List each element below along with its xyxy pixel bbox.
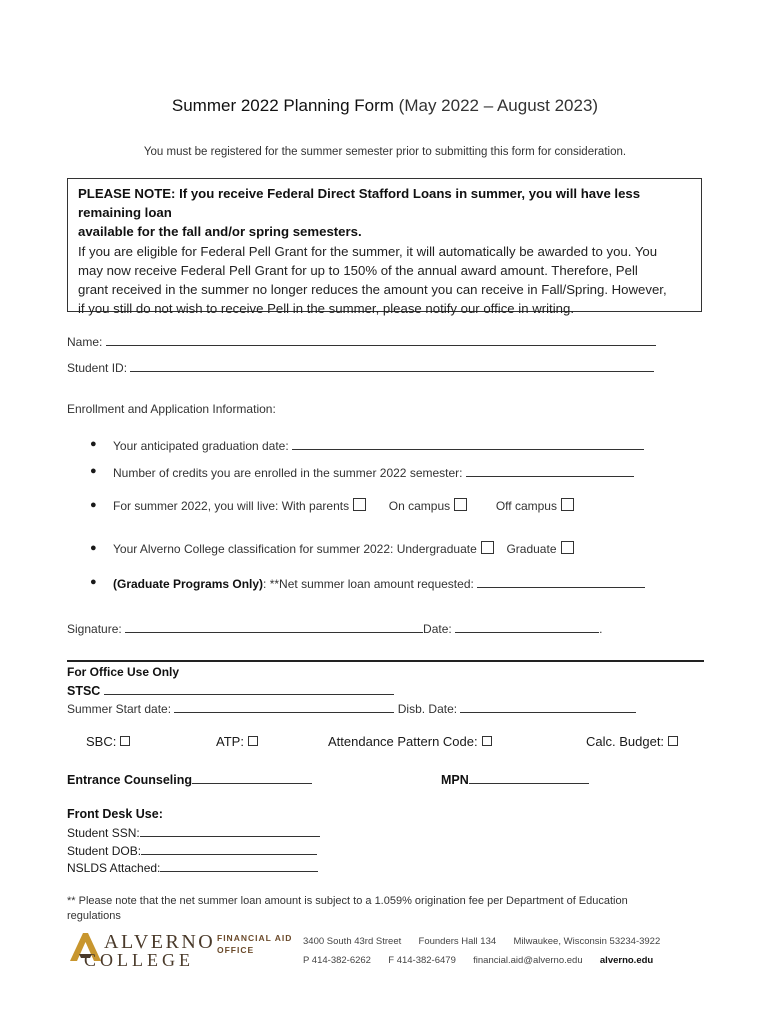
summer-start-field[interactable]	[174, 700, 394, 713]
undergraduate-checkbox[interactable]	[481, 541, 494, 554]
attendance-checkbox[interactable]	[482, 736, 492, 746]
atp-checkbox[interactable]	[248, 736, 258, 746]
bullet-icon: ●	[90, 542, 97, 554]
office-divider	[67, 660, 704, 662]
atp-label: ATP:	[216, 734, 244, 749]
name-row	[67, 333, 656, 349]
logo-wordmark-college: COLLEGE	[84, 950, 194, 970]
sbc-checkbox[interactable]	[120, 736, 130, 746]
living-row	[113, 498, 574, 513]
mpn-field[interactable]	[469, 771, 589, 784]
form-date-range: (May 2022 – August 2023)	[398, 96, 599, 115]
stsc-label: STSC	[67, 684, 101, 698]
entrance-counseling-label: Entrance Counseling	[67, 773, 193, 787]
graduate-checkbox[interactable]	[561, 541, 574, 554]
disb-date-field[interactable]	[460, 700, 636, 713]
with-parents-checkbox[interactable]	[353, 498, 366, 511]
bullet-icon: ●	[90, 576, 97, 588]
student-id-label: Student ID:	[67, 361, 128, 375]
student-ssn-row	[67, 824, 320, 840]
summer-start-row	[67, 700, 636, 716]
signature-field[interactable]	[125, 620, 423, 633]
dept-name-line-1: FINANCIAL AID	[217, 933, 293, 943]
note-line-5: grant received in the summer no longer reduces the amount you can receive in Fall/Spring. However,	[78, 282, 667, 298]
classification-label: Your Alverno College classification for summer 2022: Undergraduate	[113, 542, 477, 556]
mpn-label: MPN	[441, 773, 469, 787]
stsc-field[interactable]	[104, 682, 394, 695]
dept-name-line-2: OFFICE	[217, 945, 255, 955]
student-id-field[interactable]	[130, 359, 654, 372]
live-label: For summer 2022, you will live: With parents	[113, 499, 350, 513]
student-dob-label: Student DOB:	[67, 844, 142, 858]
page-title	[0, 96, 770, 116]
loan-amount-label: : **Net summer loan amount requested:	[263, 577, 474, 591]
sbc-label: SBC:	[86, 734, 117, 749]
entrance-counseling-row	[67, 771, 312, 787]
note-box	[67, 178, 702, 317]
contact-line	[303, 955, 653, 966]
loan-amount-field[interactable]	[477, 575, 645, 588]
fax-number: F 414-382-6479	[388, 955, 456, 966]
nslds-label: NSLDS Attached:	[67, 861, 161, 875]
logo-wordmark-alverno: ALVERNO	[104, 931, 216, 953]
date-label: Date:	[423, 622, 452, 636]
signature-label: Signature:	[67, 622, 122, 636]
graduation-label: Your anticipated graduation date:	[113, 439, 289, 453]
nslds-field[interactable]	[160, 859, 318, 872]
graduate-programs-label: (Graduate Programs Only)	[113, 577, 264, 591]
note-line-4: may now receive Federal Pell Grant for up to 150% of the annual award amount. Therefore, Pell	[78, 262, 638, 278]
signature-date-field[interactable]	[455, 620, 599, 633]
on-campus-checkbox[interactable]	[454, 498, 467, 511]
note-line-3: If you are eligible for Federal Pell Grant for the summer, it will automatically be awarded to you. You	[78, 243, 658, 259]
disb-date-label: Disb. Date:	[397, 702, 458, 716]
building-suite: Founders Hall 134	[418, 936, 497, 947]
email-address[interactable]: financial.aid@alverno.edu	[473, 955, 583, 966]
graduation-row	[113, 437, 644, 453]
atp-item	[216, 734, 258, 749]
calc-budget-label: Calc. Budget:	[586, 734, 665, 749]
bullet-icon: ●	[90, 499, 97, 511]
signature-row	[67, 620, 602, 636]
student-dob-row	[67, 842, 317, 858]
bullet-icon: ●	[90, 465, 97, 477]
off-campus-label: Off campus	[495, 499, 557, 513]
note-bold-line-2: available for the fall and/or spring semesters.	[78, 224, 362, 240]
graduate-label: Graduate	[506, 542, 557, 556]
credits-field[interactable]	[466, 464, 634, 477]
graduation-date-field[interactable]	[292, 437, 644, 450]
registration-notice: You must be registered for the summer semester prior to submitting this form for consideration.	[143, 146, 627, 158]
calc-budget-checkbox[interactable]	[668, 736, 678, 746]
enrollment-heading: Enrollment and Application Information:	[67, 402, 276, 416]
phone-number: P 414-382-6262	[303, 955, 371, 966]
credits-row	[113, 464, 634, 480]
origination-fee-footnote: ** Please note that the net summer loan amount is subject to a 1.059% origination fee per Department of Education regulations	[67, 895, 628, 922]
calc-budget-item	[586, 734, 678, 749]
on-campus-label: On campus	[388, 499, 451, 513]
off-campus-checkbox[interactable]	[561, 498, 574, 511]
front-desk-title: Front Desk Use:	[67, 807, 163, 821]
note-bold-line-1: PLEASE NOTE: If you receive Federal Direct Stafford Loans in summer, you will have less remaining loan	[78, 186, 641, 221]
bullet-icon: ●	[90, 438, 97, 450]
summer-start-label: Summer Start date:	[67, 702, 172, 716]
street-address: 3400 South 43rd Street	[303, 936, 402, 947]
form-title: Summer 2022 Planning Form	[171, 96, 394, 115]
name-label: Name:	[67, 335, 103, 349]
student-ssn-field[interactable]	[140, 824, 320, 837]
student-ssn-label: Student SSN:	[67, 826, 140, 840]
office-use-title: For Office Use Only	[67, 665, 180, 679]
website-link[interactable]: alverno.edu	[599, 955, 654, 966]
entrance-counseling-field[interactable]	[192, 771, 312, 784]
attendance-item	[328, 734, 492, 749]
stsc-row	[67, 682, 394, 698]
credits-label: Number of credits you are enrolled in the summer 2022 semester:	[113, 466, 463, 480]
student-dob-field[interactable]	[141, 842, 317, 855]
sbc-item	[86, 734, 130, 749]
classification-row	[113, 541, 574, 556]
mpn-row	[441, 771, 589, 787]
attendance-label: Attendance Pattern Code:	[328, 734, 478, 749]
date-period: .	[599, 622, 603, 636]
address-line	[303, 936, 660, 947]
name-field[interactable]	[106, 333, 656, 346]
loan-amount-row	[113, 575, 645, 591]
student-id-row	[67, 359, 654, 375]
note-line-6: if you still do not wish to receive Pell in the summer, please notify our office in writing.	[78, 301, 574, 317]
nslds-row	[67, 859, 318, 875]
city-state-zip: Milwaukee, Wisconsin 53234-3922	[513, 936, 661, 947]
